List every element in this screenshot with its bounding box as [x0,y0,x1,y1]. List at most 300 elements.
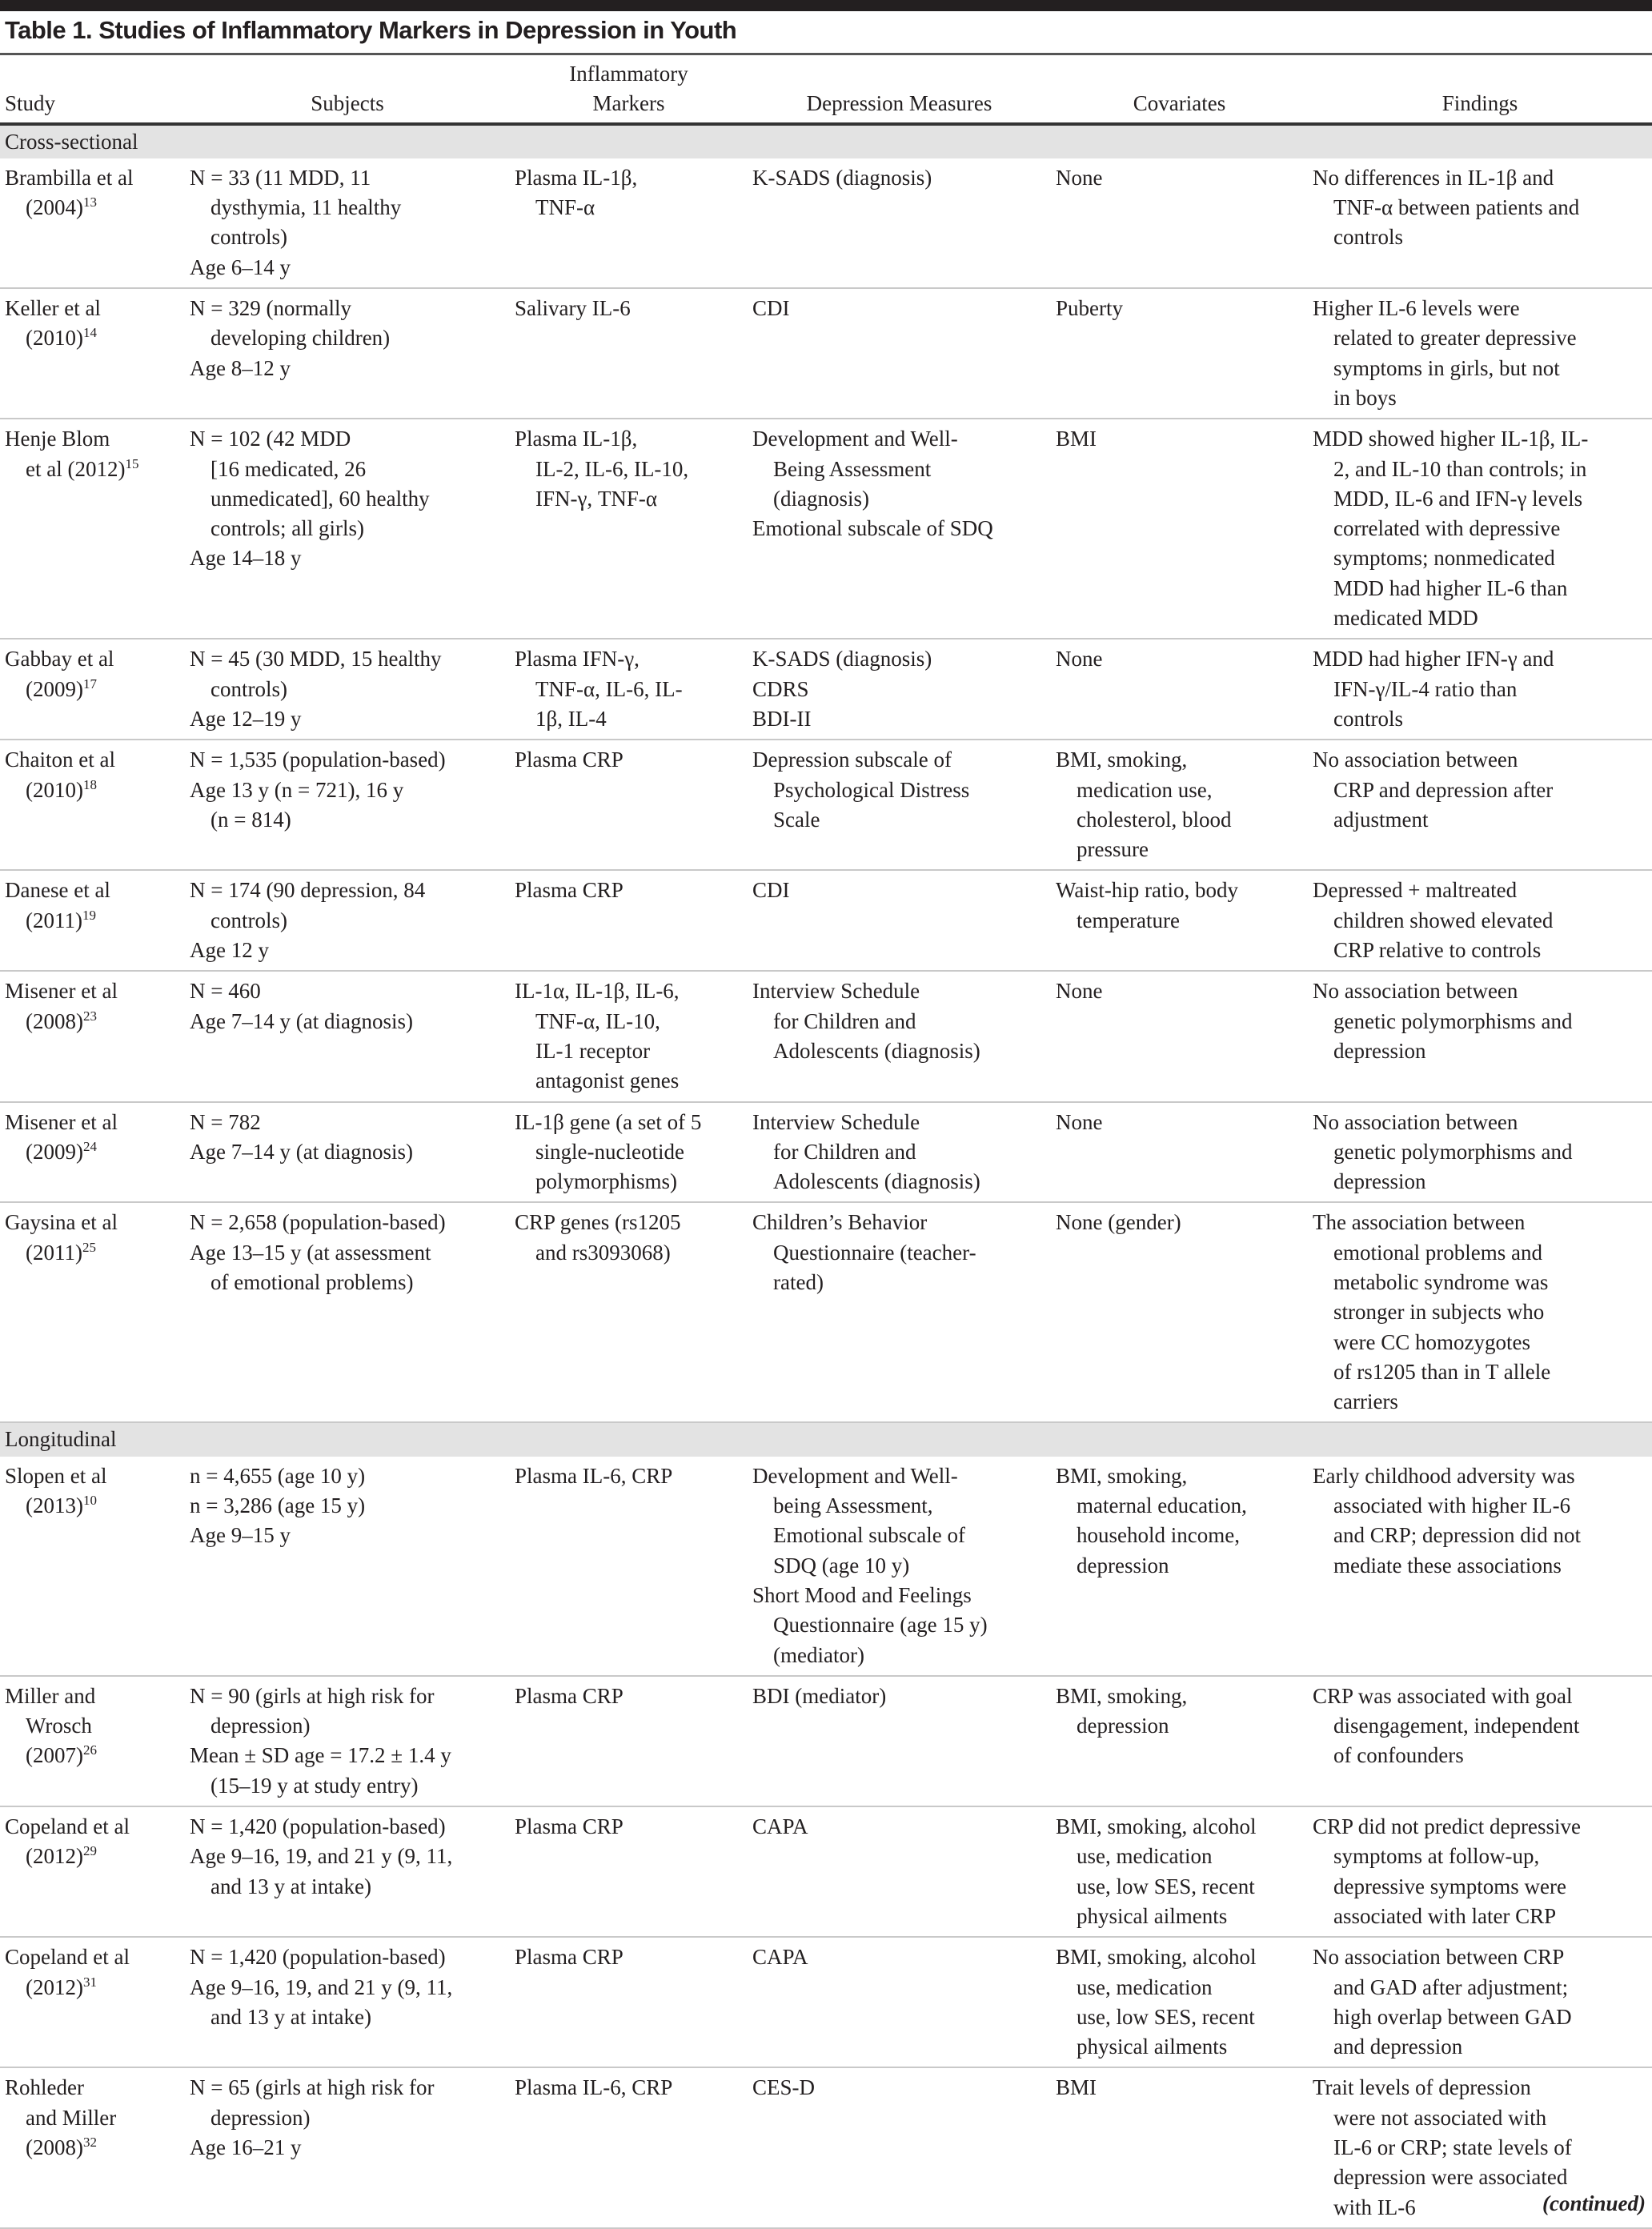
section-label: Longitudinal [0,1422,1652,1456]
study-text: Henje Blom [5,427,110,451]
study-text: Copeland et al [5,1814,130,1839]
findings-cell [1308,419,1652,639]
cell-line: maternal education, [1077,1493,1247,1518]
markers-cell [510,1676,748,1806]
study-text: Gaysina et al [5,1210,118,1235]
subjects-cell [185,639,510,740]
cell-line: No differences in IL-1β and [1313,165,1554,190]
cell-line: [16 medicated, 26 [211,456,367,481]
cell-line: Interview Schedule [752,979,920,1004]
study-text: Gabbay et al [5,647,114,672]
reference-number: 10 [82,1493,97,1509]
study-text: Rohleder [5,2075,84,2100]
subjects-cell [185,1457,510,1676]
cell-line: Questionnaire (age 15 y) [773,1613,988,1638]
study-line [5,644,180,674]
covariates-cell [1051,288,1308,419]
subjects-cell [185,1937,510,2067]
cell-line: BMI, smoking, [1056,748,1188,772]
cell-line: N = 329 (normally [190,296,351,321]
cell-line: symptoms; nonmedicated [1333,546,1555,571]
subjects-cell [185,1102,510,1203]
covariates-cell [1051,1937,1308,2067]
cell-line: Age 9–16, 19, and 21 y (9, 11, [190,1974,453,1999]
reference-number: 13 [82,194,97,210]
covariates-cell [1051,639,1308,740]
covariates-cell [1051,419,1308,639]
header-line: Covariates [1133,91,1226,116]
cell-line: metabolic syndrome was [1333,1269,1549,1294]
subjects-cell [185,1202,510,1422]
study-text: Danese et al [5,878,110,903]
cell-line: IL-1β gene (a set of 5 [515,1109,702,1134]
study-text: (2010) [26,777,83,802]
study-cell [0,288,185,419]
subjects-cell [185,288,510,419]
table-row [0,1806,1652,1937]
cell-line: associated with later CRP [1333,1903,1557,1928]
cell-line: Salivary IL-6 [515,296,631,321]
cell-line: depression [1077,1553,1169,1578]
column-header [0,58,185,124]
cell-line: for Children and [773,1008,916,1033]
cell-line: pressure [1077,837,1149,862]
study-text: (2012) [26,1974,83,1999]
markers-cell [510,288,748,419]
cell-line: CAPA [752,1814,808,1839]
study-line [5,1007,180,1036]
cell-line: Development and Well- [752,427,958,451]
reference-number: 17 [82,676,97,692]
cell-line: Age 12 y [190,938,269,963]
study-cell [0,158,185,288]
cell-line: of rs1205 than in T allele [1333,1359,1551,1384]
study-line [5,1137,180,1167]
study-line [5,455,180,484]
header-row [0,58,1652,124]
cell-line: IL-6 or CRP; state levels of [1333,2135,1572,2159]
cell-line: physical ailments [1077,2035,1228,2059]
cell-line: polymorphisms) [535,1169,678,1194]
cell-line: Plasma CRP [515,1683,624,1708]
cell-line: Puberty [1056,296,1123,321]
reference-number: 23 [82,1008,97,1024]
cell-line: controls) [211,908,287,932]
table-row [0,1676,1652,1806]
cell-line: CDI [752,296,790,321]
cell-line: symptoms in girls, but not [1333,355,1560,380]
cell-line: IL-2, IL-6, IL-10, [535,456,689,481]
cell-line: Plasma CRP [515,748,624,772]
markers-cell [510,1457,748,1676]
section-row [0,1422,1652,1456]
study-text: Keller et al [5,296,101,321]
cell-line: Plasma CRP [515,1814,624,1839]
column-header [1051,58,1308,124]
cell-line: Waist-hip ratio, body [1056,878,1239,903]
cell-line: TNF-α, IL-10, [535,1008,660,1033]
cell-line: Age 8–12 y [190,355,291,380]
cell-line: CRP and depression after [1333,777,1554,802]
study-cell [0,1102,185,1203]
study-cell [0,740,185,870]
cell-line: Mean ± SD age = 17.2 ± 1.4 y [190,1743,451,1768]
measures-cell [748,870,1051,971]
cell-line: of emotional problems) [211,1269,414,1294]
covariates-cell [1051,870,1308,971]
table-row [0,1937,1652,2067]
study-text: (2013) [26,1493,83,1518]
measures-cell [748,288,1051,419]
cell-line: children showed elevated [1333,908,1554,932]
markers-cell [510,1102,748,1203]
study-text: (2011) [26,1240,82,1265]
subjects-cell [185,419,510,639]
markers-cell [510,870,748,971]
cell-line: Children’s Behavior [752,1210,928,1235]
markers-cell [510,740,748,870]
study-line [5,294,180,323]
cell-line: No association between [1313,979,1518,1004]
cell-line: None [1056,647,1103,672]
study-cell [0,419,185,639]
cell-line: in boys [1333,385,1397,410]
covariates-cell [1051,2067,1308,2227]
cell-line: controls; all girls) [211,516,364,541]
cell-line: No association between [1313,748,1518,772]
cell-line: N = 33 (11 MDD, 11 [190,165,371,190]
cell-line: Emotional subscale of [773,1523,965,1548]
markers-cell [510,1806,748,1937]
cell-line: K-SADS (diagnosis) [752,165,932,190]
table-row [0,740,1652,870]
cell-line: use, medication [1077,1844,1213,1869]
markers-cell [510,419,748,639]
cell-line: None [1056,979,1103,1004]
covariates-cell [1051,740,1308,870]
cell-line: BMI [1056,427,1097,451]
cell-line: depression [1333,1169,1426,1194]
study-text: Wrosch [26,1714,92,1738]
cell-line: Age 12–19 y [190,706,302,731]
cell-line: antagonist genes [535,1068,680,1093]
study-line [5,1208,180,1237]
cell-line: BDI (mediator) [752,1683,887,1708]
cell-line: 1β, IL-4 [535,706,607,731]
markers-cell [510,971,748,1101]
cell-line: emotional problems and [1333,1240,1542,1265]
cell-line: household income, [1077,1523,1240,1548]
header-line: Inflammatory [569,62,688,86]
findings-cell [1308,1937,1652,2067]
study-text: (2012) [26,1844,83,1869]
study-cell [0,1457,185,1676]
cell-line: TNF-α, IL-6, IL- [535,676,683,701]
cell-line: MDD, IL-6 and IFN-γ levels [1333,486,1583,511]
cell-line: BMI, smoking, [1056,1683,1188,1708]
cell-line: Plasma IL-6, CRP [515,2075,673,2100]
cell-line: depressive symptoms were [1333,1874,1566,1898]
study-text: (2009) [26,1139,83,1164]
measures-cell [748,971,1051,1101]
table-title: Table 1. Studies of Inflammatory Markers in Depression in Youth [5,16,737,44]
findings-cell [1308,639,1652,740]
cell-line: unmedicated], 60 healthy [211,486,430,511]
study-line [5,1108,180,1137]
cell-line: and 13 y at intake) [211,2004,371,2029]
study-cell [0,971,185,1101]
markers-cell [510,2067,748,2227]
cell-line: related to greater depressive [1333,326,1577,351]
cell-line: Being Assessment [773,456,932,481]
cell-line: K-SADS (diagnosis) [752,647,932,672]
subjects-cell [185,2067,510,2227]
cell-line: temperature [1077,908,1180,932]
cell-line: cholesterol, blood [1077,807,1232,832]
cell-line: high overlap between GAD [1333,2004,1572,2029]
cell-line: IFN-γ/IL-4 ratio than [1333,676,1518,701]
study-line [5,1491,180,1521]
findings-cell [1308,870,1652,971]
cell-line: use, medication [1077,1974,1213,1999]
cell-line: use, low SES, recent [1077,1874,1255,1898]
cell-line: CRP was associated with goal [1313,1683,1573,1708]
cell-line: Age 13–15 y (at assessment [190,1240,431,1265]
study-text: et al (2012) [26,456,126,481]
reference-number: 15 [125,455,139,471]
findings-cell [1308,1676,1652,1806]
study-line [5,675,180,704]
table-row [0,419,1652,639]
covariates-cell [1051,1202,1308,1422]
covariates-cell [1051,158,1308,288]
cell-line: Early childhood adversity was [1313,1463,1575,1488]
cell-line: and 13 y at intake) [211,1874,371,1898]
cell-line: controls) [211,676,287,701]
markers-cell [510,639,748,740]
reference-number: 25 [82,1239,96,1255]
cell-line: were CC homozygotes [1333,1329,1530,1354]
study-cell [0,2067,185,2227]
cell-line: genetic polymorphisms and [1333,1139,1573,1164]
cell-line: were not associated with [1333,2105,1547,2130]
study-line [5,976,180,1006]
study-line [5,1741,180,1770]
cell-line: CRP genes (rs1205 [515,1210,681,1235]
study-line [5,1238,180,1268]
cell-line: MDD had higher IFN-γ and [1313,647,1554,672]
column-header [1308,58,1652,124]
cell-line: Depression subscale of [752,748,952,772]
cell-line: N = 1,420 (population-based) [190,1814,446,1839]
study-text: and Miller [26,2105,117,2130]
header-line: Subjects [311,91,384,116]
cell-line: BMI, smoking, alcohol [1056,1945,1257,1970]
cell-line: rated) [773,1269,824,1294]
study-cell [0,1676,185,1806]
cell-line: N = 45 (30 MDD, 15 healthy [190,647,442,672]
findings-cell [1308,1102,1652,1203]
cell-line: No association between [1313,1109,1518,1134]
cell-line: n = 3,286 (age 15 y) [190,1493,366,1518]
cell-line: Higher IL-6 levels were [1313,296,1520,321]
cell-line: for Children and [773,1139,916,1164]
study-text: Chaiton et al [5,748,115,772]
measures-cell [748,639,1051,740]
cell-line: N = 1,420 (population-based) [190,1945,446,1970]
findings-cell [1308,288,1652,419]
cell-line: developing children) [211,326,391,351]
cell-line: None (gender) [1056,1210,1181,1235]
cell-line: CRP did not predict depressive [1313,1814,1581,1839]
column-header [510,58,748,124]
measures-cell [748,1937,1051,2067]
cell-line: Trait levels of depression [1313,2075,1531,2100]
study-line [5,163,180,193]
cell-line: Age 13 y (n = 721), 16 y [190,777,404,802]
study-line [5,906,180,936]
cell-line: correlated with depressive [1333,516,1561,541]
markers-cell [510,1202,748,1422]
study-cell [0,1937,185,2067]
cell-line: Age 7–14 y (at diagnosis) [190,1008,413,1033]
study-line [5,1812,180,1842]
cell-line: (mediator) [773,1642,864,1667]
findings-cell [1308,158,1652,288]
measures-cell [748,2067,1051,2227]
cell-line: Age 7–14 y (at diagnosis) [190,1139,413,1164]
cell-line: controls [1333,706,1403,731]
measures-cell [748,1102,1051,1203]
table-row [0,639,1652,740]
measures-cell [748,740,1051,870]
cell-line: The association between [1313,1210,1526,1235]
cell-line: carriers [1333,1389,1398,1414]
table-row [0,288,1652,419]
study-cell [0,1202,185,1422]
cell-line: Scale [773,807,820,832]
cell-line: MDD showed higher IL-1β, IL- [1313,427,1589,451]
cell-line: MDD had higher IL-6 than [1333,575,1568,600]
cell-line: mediate these associations [1333,1553,1562,1578]
cell-line: of confounders [1333,1743,1464,1768]
study-line [5,1711,180,1741]
cell-line: physical ailments [1077,1903,1228,1928]
covariates-cell [1051,1806,1308,1937]
cell-line: Plasma CRP [515,1945,624,1970]
column-header [185,58,510,124]
cell-line: Interview Schedule [752,1109,920,1134]
cell-line: Plasma CRP [515,878,624,903]
cell-line: and CRP; depression did not [1333,1523,1581,1548]
measures-cell [748,1676,1051,1806]
studies-table [0,58,1652,2229]
cell-line: Development and Well- [752,1463,958,1488]
study-text: (2004) [26,195,83,220]
header-line: Study [5,91,56,116]
study-text: (2010) [26,326,83,351]
study-line [5,2103,180,2133]
cell-line: depression were associated [1333,2165,1568,2190]
study-line [5,745,180,775]
cell-line: Plasma IFN-γ, [515,647,640,672]
covariates-cell [1051,1457,1308,1676]
title-rule [0,53,1652,55]
cell-line: N = 174 (90 depression, 84 [190,878,426,903]
cell-line: single-nucleotide [535,1139,684,1164]
covariates-cell [1051,1102,1308,1203]
reference-number: 18 [82,776,97,792]
markers-cell [510,1937,748,2067]
subjects-cell [185,158,510,288]
cell-line: CDI [752,878,790,903]
subjects-cell [185,870,510,971]
cell-line: Age 6–14 y [190,255,291,279]
findings-cell [1308,1202,1652,1422]
cell-line: Age 9–16, 19, and 21 y (9, 11, [190,1844,453,1869]
cell-line: (15–19 y at study entry) [211,1773,419,1798]
cell-line: Emotional subscale of SDQ [752,516,993,541]
study-line [5,323,180,353]
cell-line: N = 65 (girls at high risk for [190,2075,435,2100]
reference-number: 32 [82,2135,97,2150]
study-line [5,1461,180,1491]
cell-line: (diagnosis) [773,486,869,511]
cell-line: BDI-II [752,706,812,731]
continued-note: (continued) [1542,2191,1646,2215]
cell-line: CAPA [752,1945,808,1970]
study-text: Miller and [5,1683,96,1708]
cell-line: adjustment [1333,807,1429,832]
cell-line: (n = 814) [211,807,291,832]
subjects-cell [185,1806,510,1937]
study-line [5,876,180,905]
cell-line: and GAD after adjustment; [1333,1974,1569,1999]
cell-line: being Assessment, [773,1493,933,1518]
cell-line: CRP relative to controls [1333,938,1542,963]
column-header [748,58,1051,124]
cell-line: and depression [1333,2035,1463,2059]
measures-cell [748,158,1051,288]
study-text: (2011) [26,908,82,932]
study-line [5,1682,180,1711]
cell-line: BMI [1056,2075,1097,2100]
cell-line: Short Mood and Feelings [752,1582,972,1607]
study-line [5,1973,180,2002]
cell-line: Age 9–15 y [190,1523,291,1548]
study-line [5,424,180,454]
measures-cell [748,1457,1051,1676]
cell-line: BMI, smoking, [1056,1463,1188,1488]
cell-line: BMI, smoking, alcohol [1056,1814,1257,1839]
findings-cell [1308,1806,1652,1937]
cell-line: medicated MDD [1333,606,1478,631]
cell-line: with IL-6 [1333,2195,1416,2219]
study-text: Slopen et al [5,1463,107,1488]
cell-line: Plasma IL-6, CRP [515,1463,673,1488]
cell-line: N = 2,658 (population-based) [190,1210,446,1235]
cell-line: Age 14–18 y [190,546,302,571]
cell-line: use, low SES, recent [1077,2004,1255,2029]
header-line: Markers [592,91,665,116]
cell-line: Psychological Distress [773,777,970,802]
measures-cell [748,1202,1051,1422]
reference-number: 26 [82,1742,97,1758]
measures-cell [748,1806,1051,1937]
cell-line: controls [1333,225,1403,250]
study-text: (2009) [26,676,83,701]
findings-cell [1308,971,1652,1101]
